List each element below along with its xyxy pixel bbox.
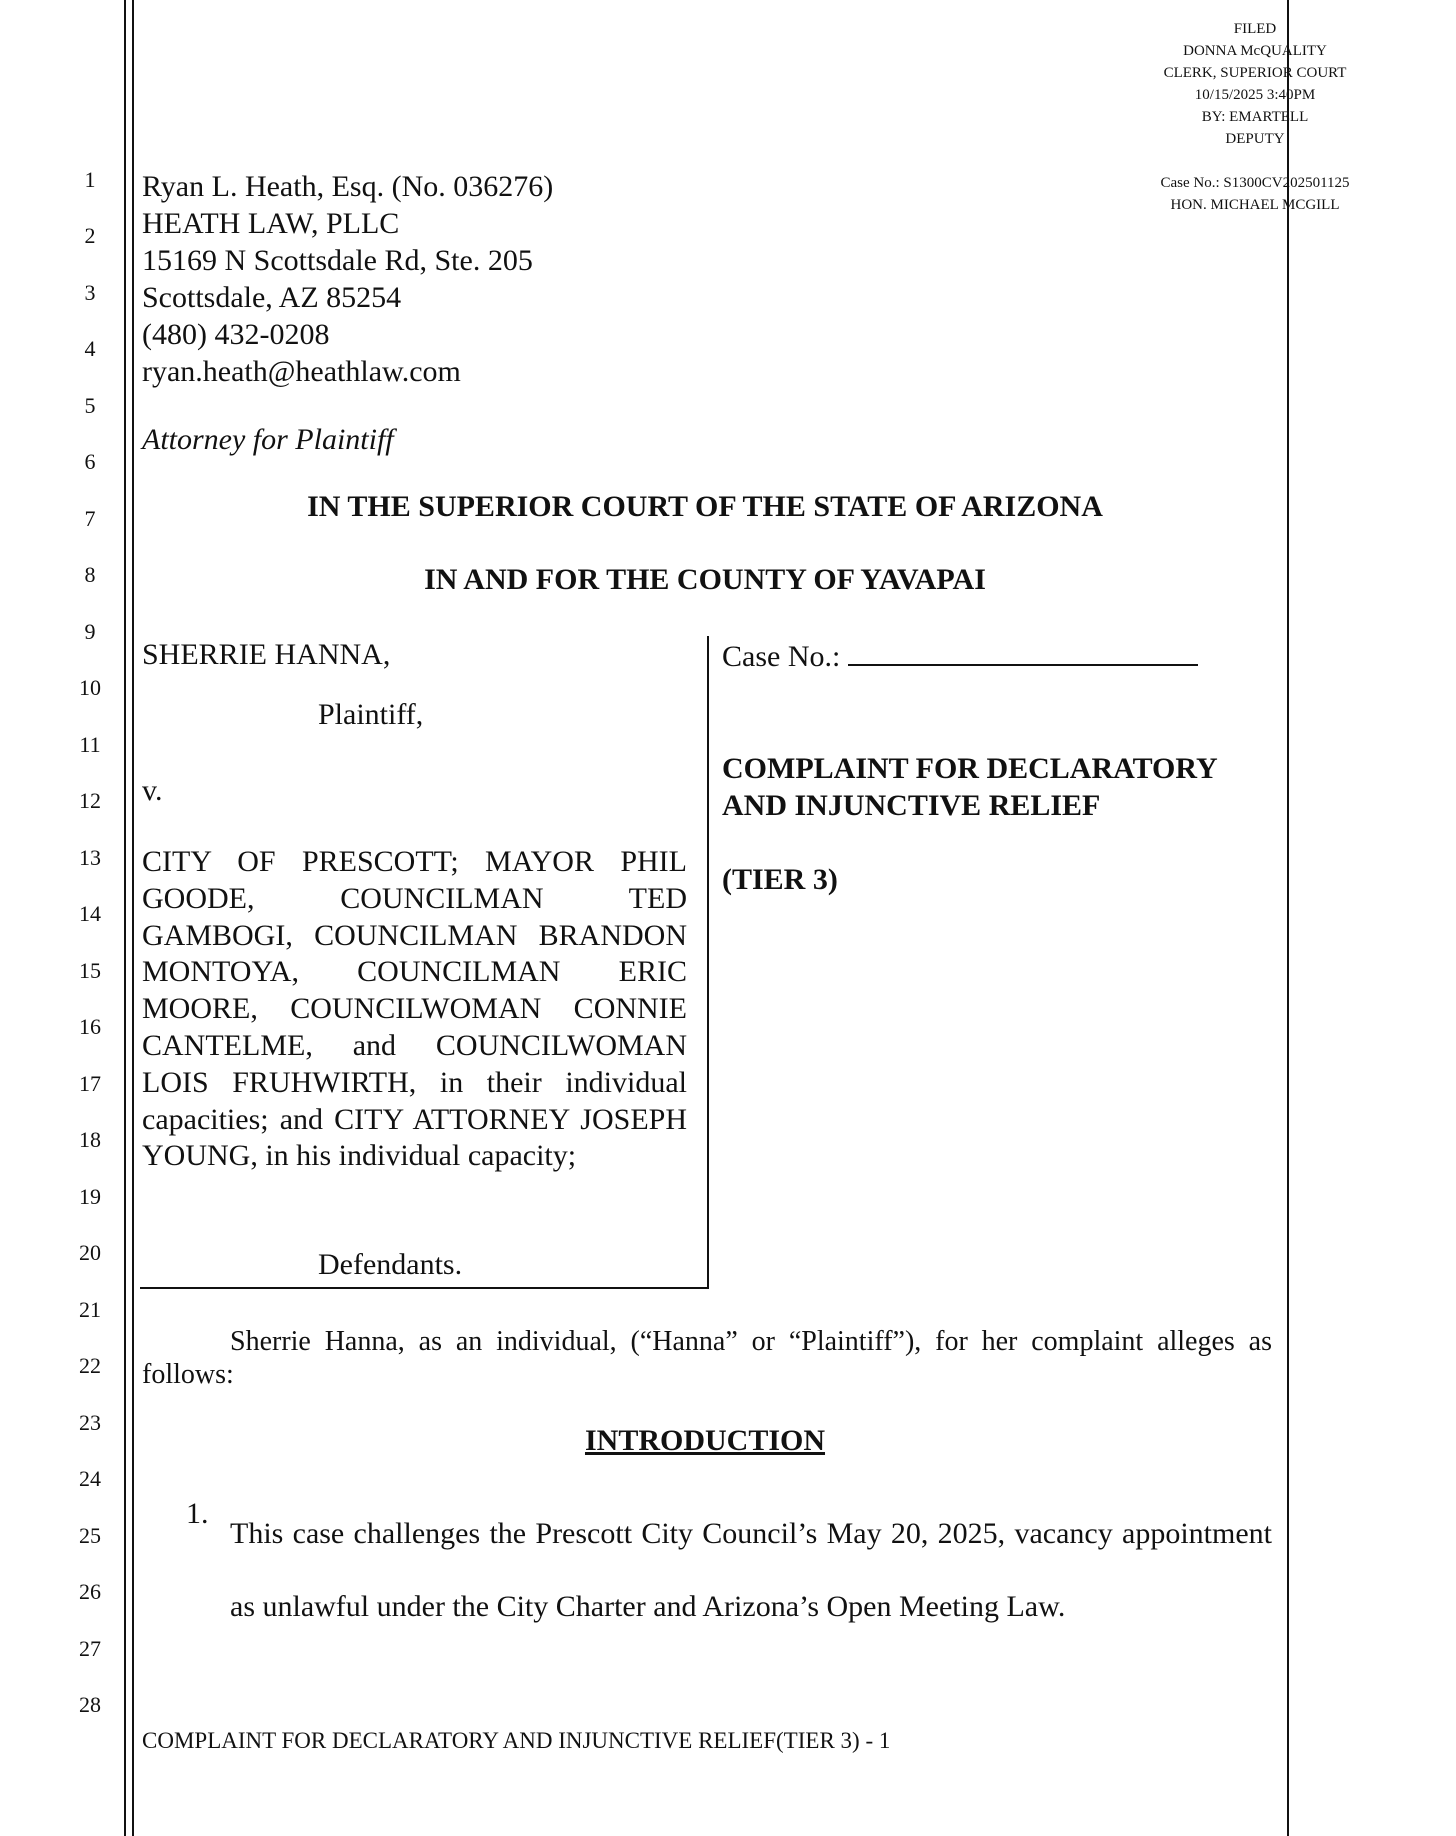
line-number: 17 bbox=[79, 1071, 101, 1096]
court-county: IN AND FOR THE COUNTY OF YAVAPAI bbox=[424, 563, 986, 596]
case-number-blank bbox=[848, 636, 1198, 666]
section-heading: INTRODUCTION bbox=[584, 1424, 826, 1457]
stamp-case-number: Case No.: S1300CV202501125 bbox=[1160, 175, 1350, 191]
caption-divider bbox=[707, 636, 709, 1288]
page-footer: COMPLAINT FOR DECLARATORY AND INJUNCTIVE RELIEF(TIER 3) - 1 bbox=[142, 1728, 891, 1753]
line-number: 9 bbox=[84, 619, 96, 644]
line-number: 2 bbox=[84, 223, 96, 248]
attorney-name: Ryan L. Heath, Esq. (No. 036276) bbox=[142, 170, 554, 203]
filing-stamp bbox=[1135, 18, 1375, 150]
line-number: 1 bbox=[84, 167, 96, 192]
line-number: 6 bbox=[84, 449, 96, 474]
line-number: 15 bbox=[79, 958, 101, 983]
stamp-datetime: 10/15/2025 3:40PM bbox=[1194, 87, 1316, 103]
line-number: 26 bbox=[79, 1579, 101, 1604]
right-margin-rule bbox=[1287, 0, 1289, 1836]
attorney-role: Attorney for Plaintiff bbox=[142, 423, 394, 456]
line-number: 5 bbox=[84, 393, 96, 418]
attorney-email: ryan.heath@heathlaw.com bbox=[142, 355, 461, 388]
caption-bottom-rule bbox=[140, 1287, 709, 1289]
case-number-field bbox=[722, 636, 1198, 674]
line-number: 24 bbox=[79, 1466, 101, 1491]
stamp-judge: HON. MICHAEL MCGILL bbox=[1170, 197, 1340, 213]
plaintiff-label: Plaintiff, bbox=[318, 698, 424, 731]
line-number: 19 bbox=[79, 1184, 101, 1209]
stamp-by: BY: EMARTELL bbox=[1201, 109, 1309, 125]
attorney-phone: (480) 432-0208 bbox=[142, 318, 330, 351]
case-number-label: Case No.: bbox=[722, 640, 841, 673]
stamp-clerk-title: CLERK, SUPERIOR COURT bbox=[1163, 65, 1347, 81]
line-number: 12 bbox=[79, 788, 101, 813]
line-number: 28 bbox=[79, 1692, 101, 1717]
line-number: 3 bbox=[84, 280, 96, 305]
paragraph-number: 1. bbox=[186, 1497, 209, 1530]
defendants-label: Defendants. bbox=[318, 1248, 463, 1281]
versus: v. bbox=[142, 774, 163, 807]
paragraph-text: This case challenges the Prescott City Council’s May 20, 2025, vacancy appointment as unlawful under the City Charter and Arizona’s Open Meeting Law. bbox=[230, 1517, 1272, 1623]
attorney-address-line-2: Scottsdale, AZ 85254 bbox=[142, 281, 402, 314]
line-number: 21 bbox=[79, 1297, 101, 1322]
defendants-list: CITY OF PRESCOTT; MAYOR PHIL GOODE, COUNCILMAN TED GAMBOGI, COUNCILMAN BRANDON MONTOYA, COUNCILMAN ERIC MOORE, COUNCILWOMAN CONNIE CANTELME, and COUNCILWOMAN LOIS FRUHWIRTH, in their individual capacities; and CITY ATTORNEY JOSEPH YOUNG, in his individual capacity; bbox=[142, 845, 687, 1173]
document-title-line-1: COMPLAINT FOR DECLARATORY bbox=[722, 752, 1218, 785]
line-number: 10 bbox=[79, 675, 101, 700]
attorney-block bbox=[142, 168, 553, 390]
stamp-clerk-name: DONNA McQUALITY bbox=[1183, 43, 1327, 59]
stamp-case-info bbox=[1135, 172, 1375, 216]
document-title-line-2: AND INJUNCTIVE RELIEF bbox=[722, 789, 1101, 822]
line-number: 8 bbox=[84, 562, 96, 587]
plaintiff-name: SHERRIE HANNA, bbox=[142, 638, 391, 671]
line-number: 11 bbox=[79, 732, 101, 757]
line-number: 23 bbox=[79, 1410, 101, 1435]
court-title: IN THE SUPERIOR COURT OF THE STATE OF ARIZONA bbox=[307, 490, 1103, 523]
line-number: 13 bbox=[79, 845, 101, 870]
line-number: 14 bbox=[79, 901, 101, 926]
line-number: 22 bbox=[79, 1353, 101, 1378]
line-number: 16 bbox=[79, 1014, 101, 1039]
line-number: 25 bbox=[79, 1523, 101, 1548]
attorney-address-line-1: 15169 N Scottsdale Rd, Ste. 205 bbox=[142, 244, 533, 277]
line-number: 27 bbox=[79, 1636, 101, 1661]
line-number: 20 bbox=[79, 1240, 101, 1265]
line-number: 18 bbox=[79, 1127, 101, 1152]
line-number: 7 bbox=[84, 506, 96, 531]
stamp-filed: FILED bbox=[1233, 21, 1277, 37]
line-number: 4 bbox=[84, 336, 96, 361]
left-margin-rule bbox=[124, 0, 126, 1836]
document-title bbox=[722, 750, 1218, 824]
stamp-deputy: DEPUTY bbox=[1225, 131, 1285, 147]
attorney-firm: HEATH LAW, PLLC bbox=[142, 207, 400, 240]
tier-label: (TIER 3) bbox=[722, 863, 838, 896]
left-margin-rule-inner bbox=[132, 0, 134, 1836]
intro-paragraph: Sherrie Hanna, as an individual, (“Hanna” or “Plaintiff”), for her complaint alleges as follows: bbox=[142, 1326, 1272, 1390]
